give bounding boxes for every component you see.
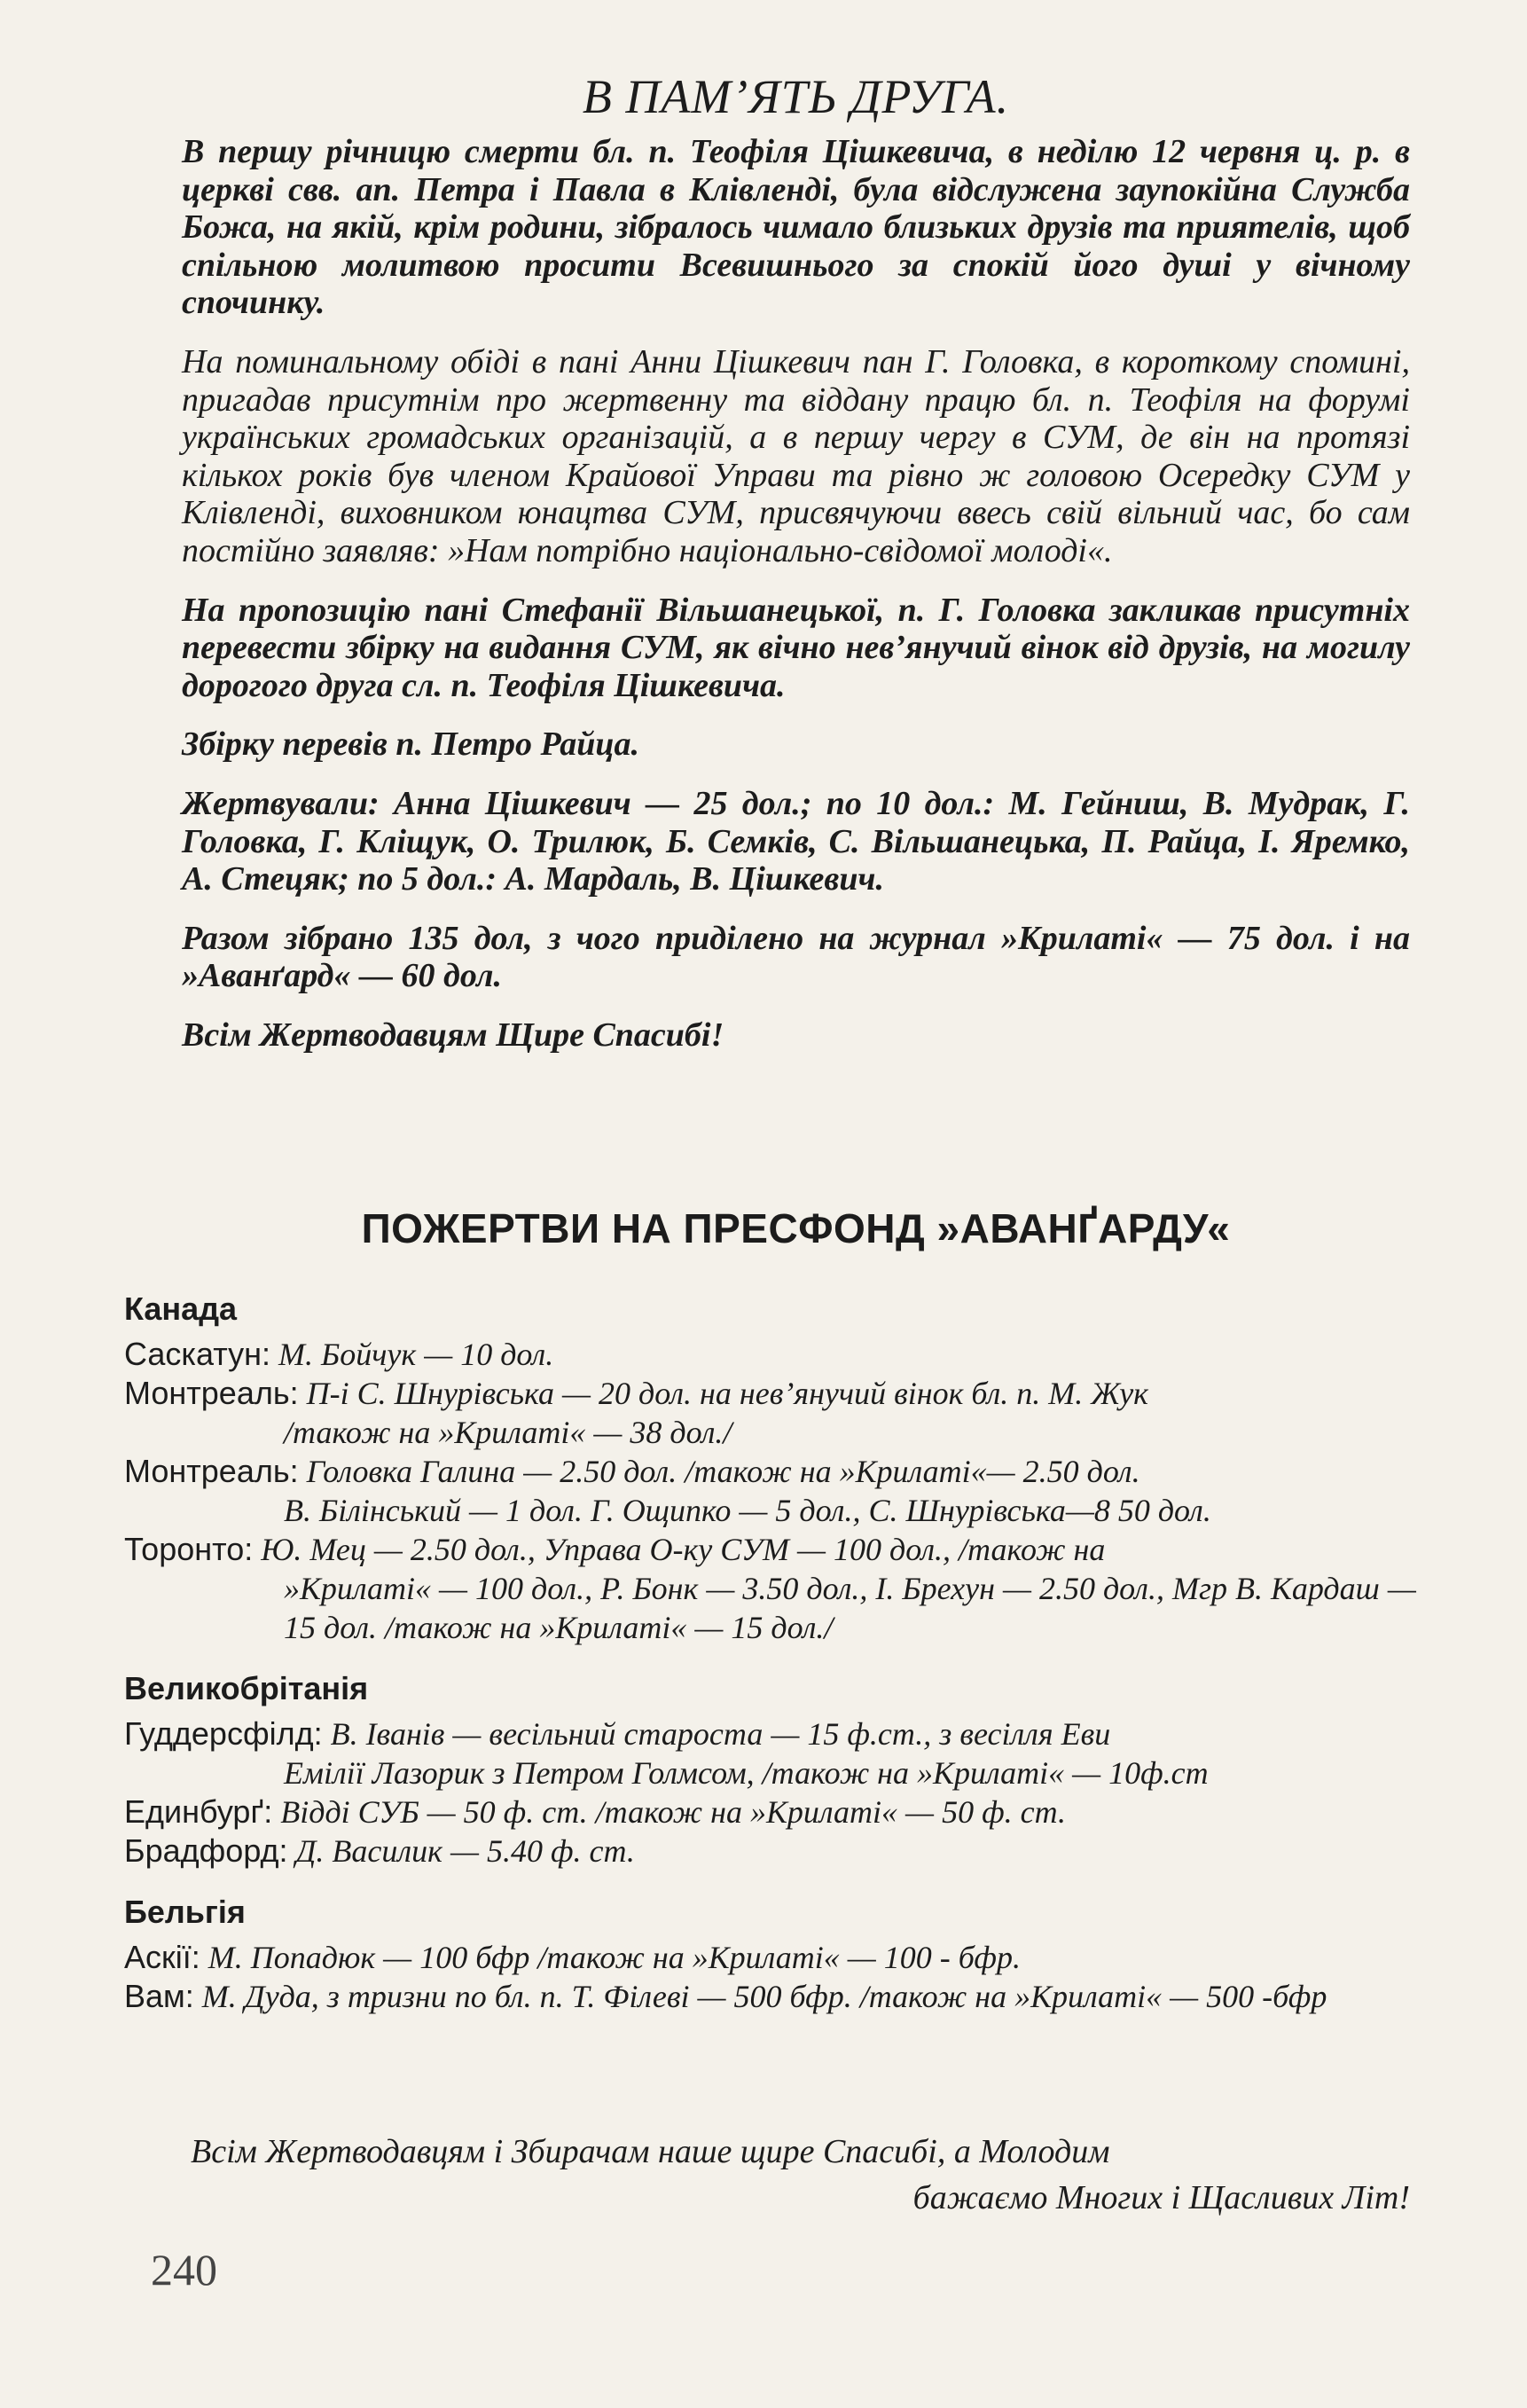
city-label: Брадфорд:: [124, 1832, 288, 1869]
memorial-paragraph: Збірку перевів п. Петро Райца.: [182, 726, 640, 764]
country-name: Великобрітанія: [124, 1670, 369, 1706]
closing-thanks: [191, 2129, 1410, 2221]
city-label: Единбурґ:: [124, 1793, 273, 1830]
entry-continuation: В. Білінський — 1 дол. Г. Ощипко — 5 дол., С. Шнурівська—8 50 дол.: [284, 1493, 1211, 1528]
entry-text: М. Бойчук — 10 дол.: [278, 1337, 554, 1372]
city-label: Саскатун:: [124, 1336, 270, 1372]
entry-continuation: /також на »Крилаті« — 38 дол./: [284, 1415, 732, 1450]
memorial-body: [182, 133, 1410, 1075]
donations-title: ПОЖЕРТВИ НА ПРЕСФОНД »АВАНҐАРДУ«: [361, 1205, 1231, 1251]
country-group: [124, 1670, 1428, 1871]
city-label: Торонто:: [124, 1531, 254, 1567]
list-item: [124, 1714, 1428, 1792]
entry-text: Головка Галина — 2.50 дол. /також на »Крилаті«— 2.50 дол.: [306, 1454, 1140, 1489]
list-item: [124, 1374, 1428, 1452]
memorial-paragraph: На поминальному обіді в пані Анни Цішкевич пан Г. Головка, в короткому спомині, пригадав присутнім про жертвенну та віддану працю бл. п. Теофіля на форумі українських громадських організацій, а в першу чергу в СУМ, де він на протязі кількох років був членом Крайової Управи та рівно ж головою Осередку СУМ у Клівленді, виховником юнацтва СУМ, присвячуючи ввесь свій вільний час, бо сам постійно заявляв: »Нам потрібно національно-свідомої молоді«.: [182, 342, 1410, 569]
entry-text: М. Попадюк — 100 бфр /також на »Крилаті« — 100 - бфр.: [208, 1940, 1021, 1975]
entry-text: В. Іванів — весільний староста — 15 ф.ст., з весілля Еви: [330, 1716, 1111, 1752]
entry-text: М. Дуда, з тризни по бл. п. Т. Філеві — 500 бфр. /також на »Крилаті« — 500 -бфр: [201, 1979, 1327, 2014]
memorial-paragraph: В першу річницю смерти бл. п. Теофіля Цішкевича, в неділю 12 червня ц. р. в церкві свв. ап. Петра і Павла в Клівленді, була відслужена заупокійна Служба Божа, на якій, крім родини, зібралось чимало близьких друзів та приятелів, щоб спільною молитвою просити Всевишнього за спокій його душі у вічному спочинку.: [182, 133, 1410, 322]
entry-text: Д. Василик — 5.40 ф. ст.: [295, 1833, 635, 1869]
city-label: Вам:: [124, 1978, 194, 2014]
memorial-paragraph: Разом зібрано 135 дол, з чого приділено на журнал »Крилаті« — 75 дол. і на »Аванґард« — 60 дол.: [182, 919, 1410, 995]
city-label: Аскії:: [124, 1939, 200, 1975]
memorial-paragraph: На пропозицію пані Стефанії Вільшанецької, п. Г. Головка закликав присутніх перевести збірку на видання СУМ, як вічно нев’янучий вінок від друзів, на могилу дорогого друга сл. п. Теофіля Цішкевича.: [182, 591, 1410, 704]
entry-text: Відді СУБ — 50 ф. ст. /також на »Крилаті« — 50 ф. ст.: [280, 1794, 1067, 1830]
entry-continuation: »Крилаті« — 100 дол., Р. Бонк — 3.50 дол., І. Брехун — 2.50 дол., Мгр В. Кардаш — 15 дол. /також на »Крилаті« — 15 дол./: [284, 1571, 1416, 1645]
memorial-paragraph: Всім Жертводавцям Щире Спасибі!: [182, 1016, 724, 1054]
memorial-paragraph: Жертвували: Анна Цішкевич — 25 дол.; по 10 дол.: М. Гейниш, В. Мудрак, Г. Головка, Г. Кліщук, О. Трилюк, Б. Семків, С. Вільшанецька, П. Райца, І. Яремко, А. Стецяк; по 5 дол.: А. Мардаль, В. Цішкевич.: [182, 784, 1410, 898]
country-name: Канада: [124, 1290, 238, 1327]
list-item: [124, 1938, 1428, 1977]
city-label: Монтреаль:: [124, 1453, 299, 1489]
country-group: [124, 1894, 1428, 2016]
thanks-line: Всім Жертводавцям і Збирачам наше щире Спасибі, а Молодим: [191, 2133, 1110, 2170]
entry-text: П-і С. Шнурівська — 20 дол. на нев’янучий вінок бл. п. М. Жук: [306, 1376, 1149, 1411]
list-item: [124, 1977, 1428, 2016]
city-label: Монтреаль:: [124, 1375, 299, 1411]
list-item: [124, 1452, 1428, 1530]
entry-text: Ю. Мец — 2.50 дол., Управа О-ку СУМ — 100 дол., /також на: [261, 1532, 1106, 1567]
memorial-title: В ПАМ’ЯТЬ ДРУГА.: [582, 70, 1010, 123]
list-item: [124, 1530, 1428, 1647]
thanks-line: бажаємо Многих і Щасливих Літ!: [912, 2179, 1410, 2216]
city-label: Гуддерсфілд:: [124, 1715, 323, 1752]
list-item: [124, 1831, 1428, 1871]
page-number: 240: [151, 2245, 217, 2294]
country-group: [124, 1290, 1428, 1647]
list-item: [124, 1335, 1428, 1374]
donations-list: [124, 1290, 1428, 2039]
list-item: [124, 1792, 1428, 1831]
entry-continuation: Емілії Лазорик з Петром Голмсом, /також на »Крилаті« — 10ф.ст: [284, 1755, 1209, 1791]
country-name: Бельгія: [124, 1894, 246, 1930]
